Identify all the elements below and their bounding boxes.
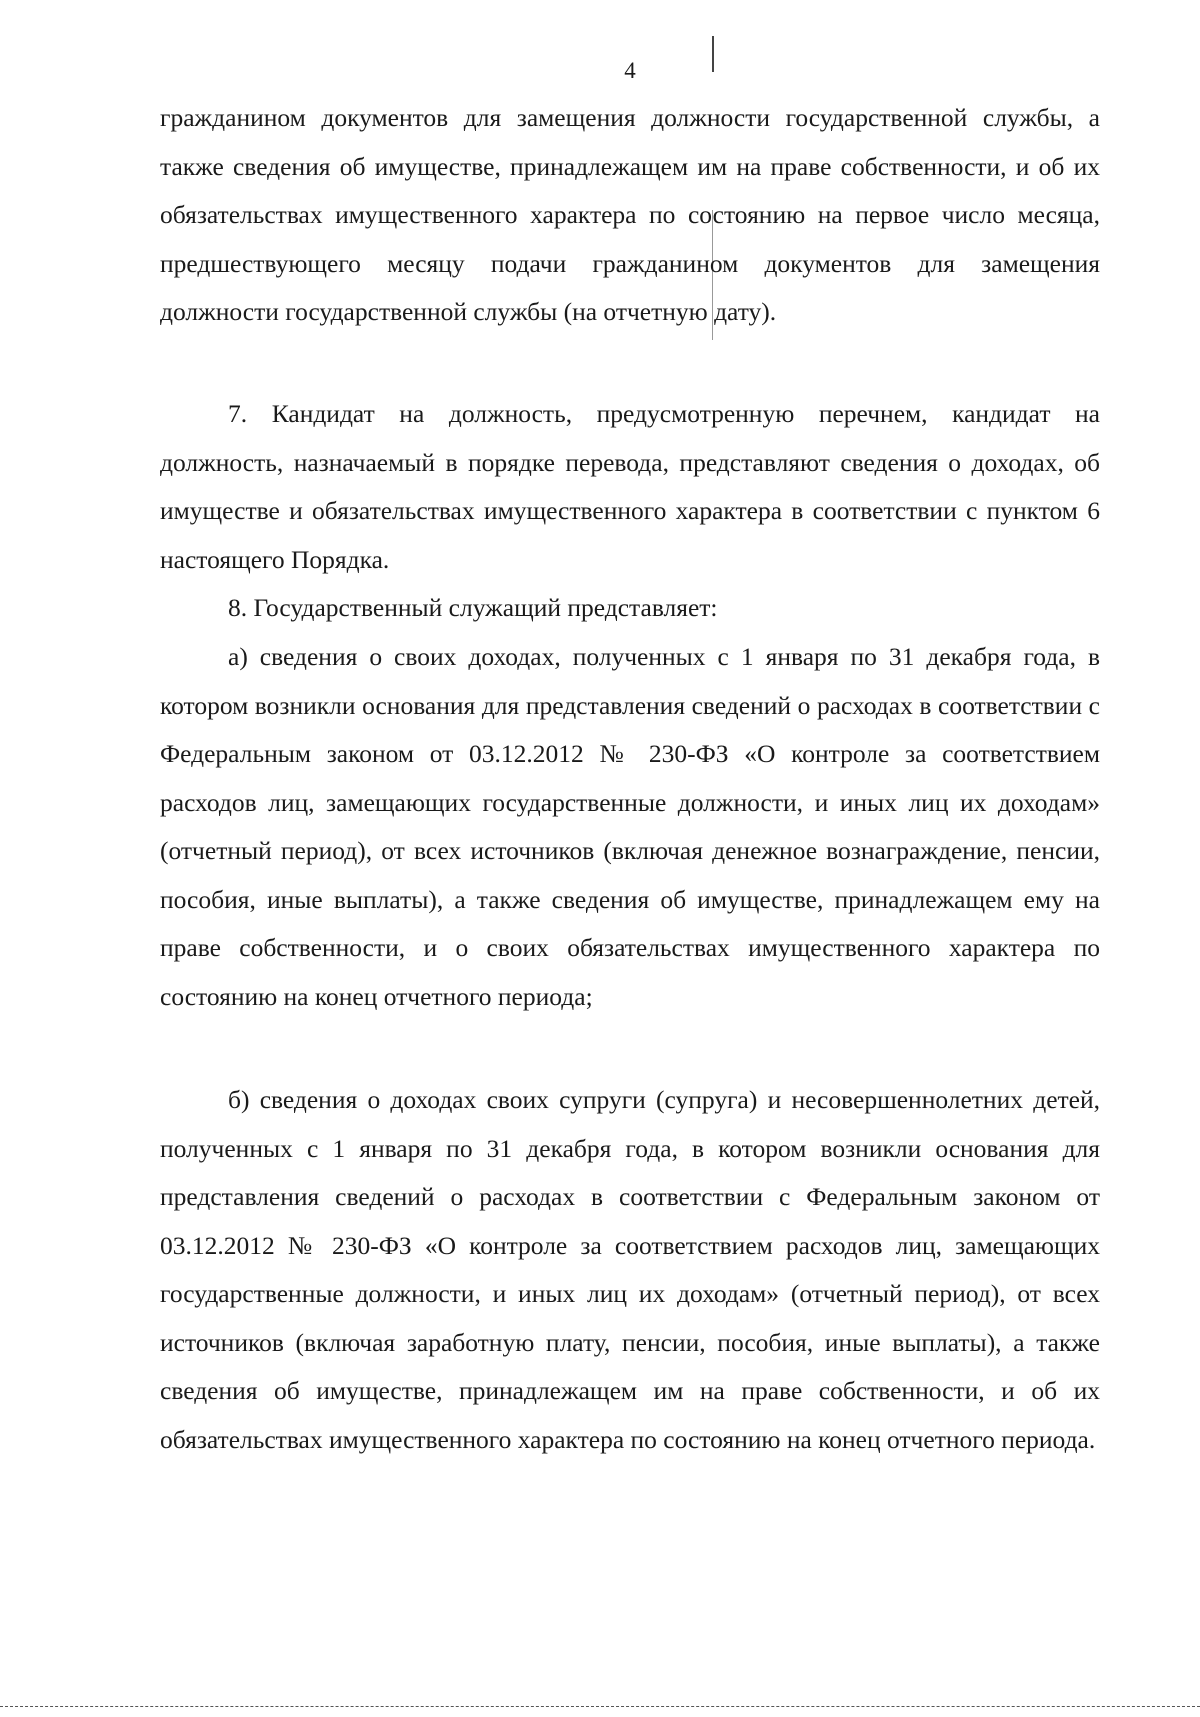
page-number: 4 — [624, 58, 636, 83]
paragraph-item-8b: б) сведения о доходах своих супруги (супруга) и несовершеннолетних детей, полученных с 1 января по 31 декабря года, в котором возникли основания для представления сведений о расходах в соответствии с Федеральным законом от 03.12.2012 № 230-ФЗ «О контроле за соответствием расходов лиц, замещающих государственные должности, и иных лиц их доходам» (отчетный период), от всех источников (включая заработную плату, пенсии, пособия, иные выплаты), а также сведения об имуществе, принадлежащем им на праве собственности, и об их обязательствах имущественного характера по состоянию на конец отчетного периода. — [160, 1085, 1100, 1454]
paragraph-continuation: гражданином документов для замещения должности государственной службы, а также сведения об имуществе, принадлежащем им на праве собственности, и об их обязательствах имущественного характера по состоянию на первое число месяца, предшествующего месяцу подачи гражданином документов для замещения должности государственной службы (на отчетную дату). — [160, 103, 1100, 326]
paragraph-item-8a: а) сведения о своих доходах, полученных с 1 января по 31 декабря года, в котором возникли основания для представления сведений о расходах в соответствии с Федеральным законом от 03.12.2012 № 230-ФЗ «О контроле за соответствием расходов лиц, замещающих государственные должности, и иных лиц их доходам» (отчетный период), от всех источников (включая денежное вознаграждение, пенсии, пособия, иные выплаты), а также сведения об имуществе, принадлежащем ему на праве собственности, и о своих обязательствах имущественного характера по состоянию на конец отчетного периода; — [160, 642, 1100, 1011]
scan-artifact-line — [712, 36, 714, 72]
page-bottom-edge — [0, 1706, 1200, 1708]
paragraph-item-8: 8. Государственный служащий представляет: — [228, 593, 718, 622]
paragraph-item-7: 7. Кандидат на должность, предусмотренную перечнем, кандидат на должность, назначаемый в порядке перевода, представляют сведения о доходах, об имуществе и обязательствах имущественного характера в соответствии с пунктом 6 настоящего Порядка. — [160, 399, 1100, 574]
